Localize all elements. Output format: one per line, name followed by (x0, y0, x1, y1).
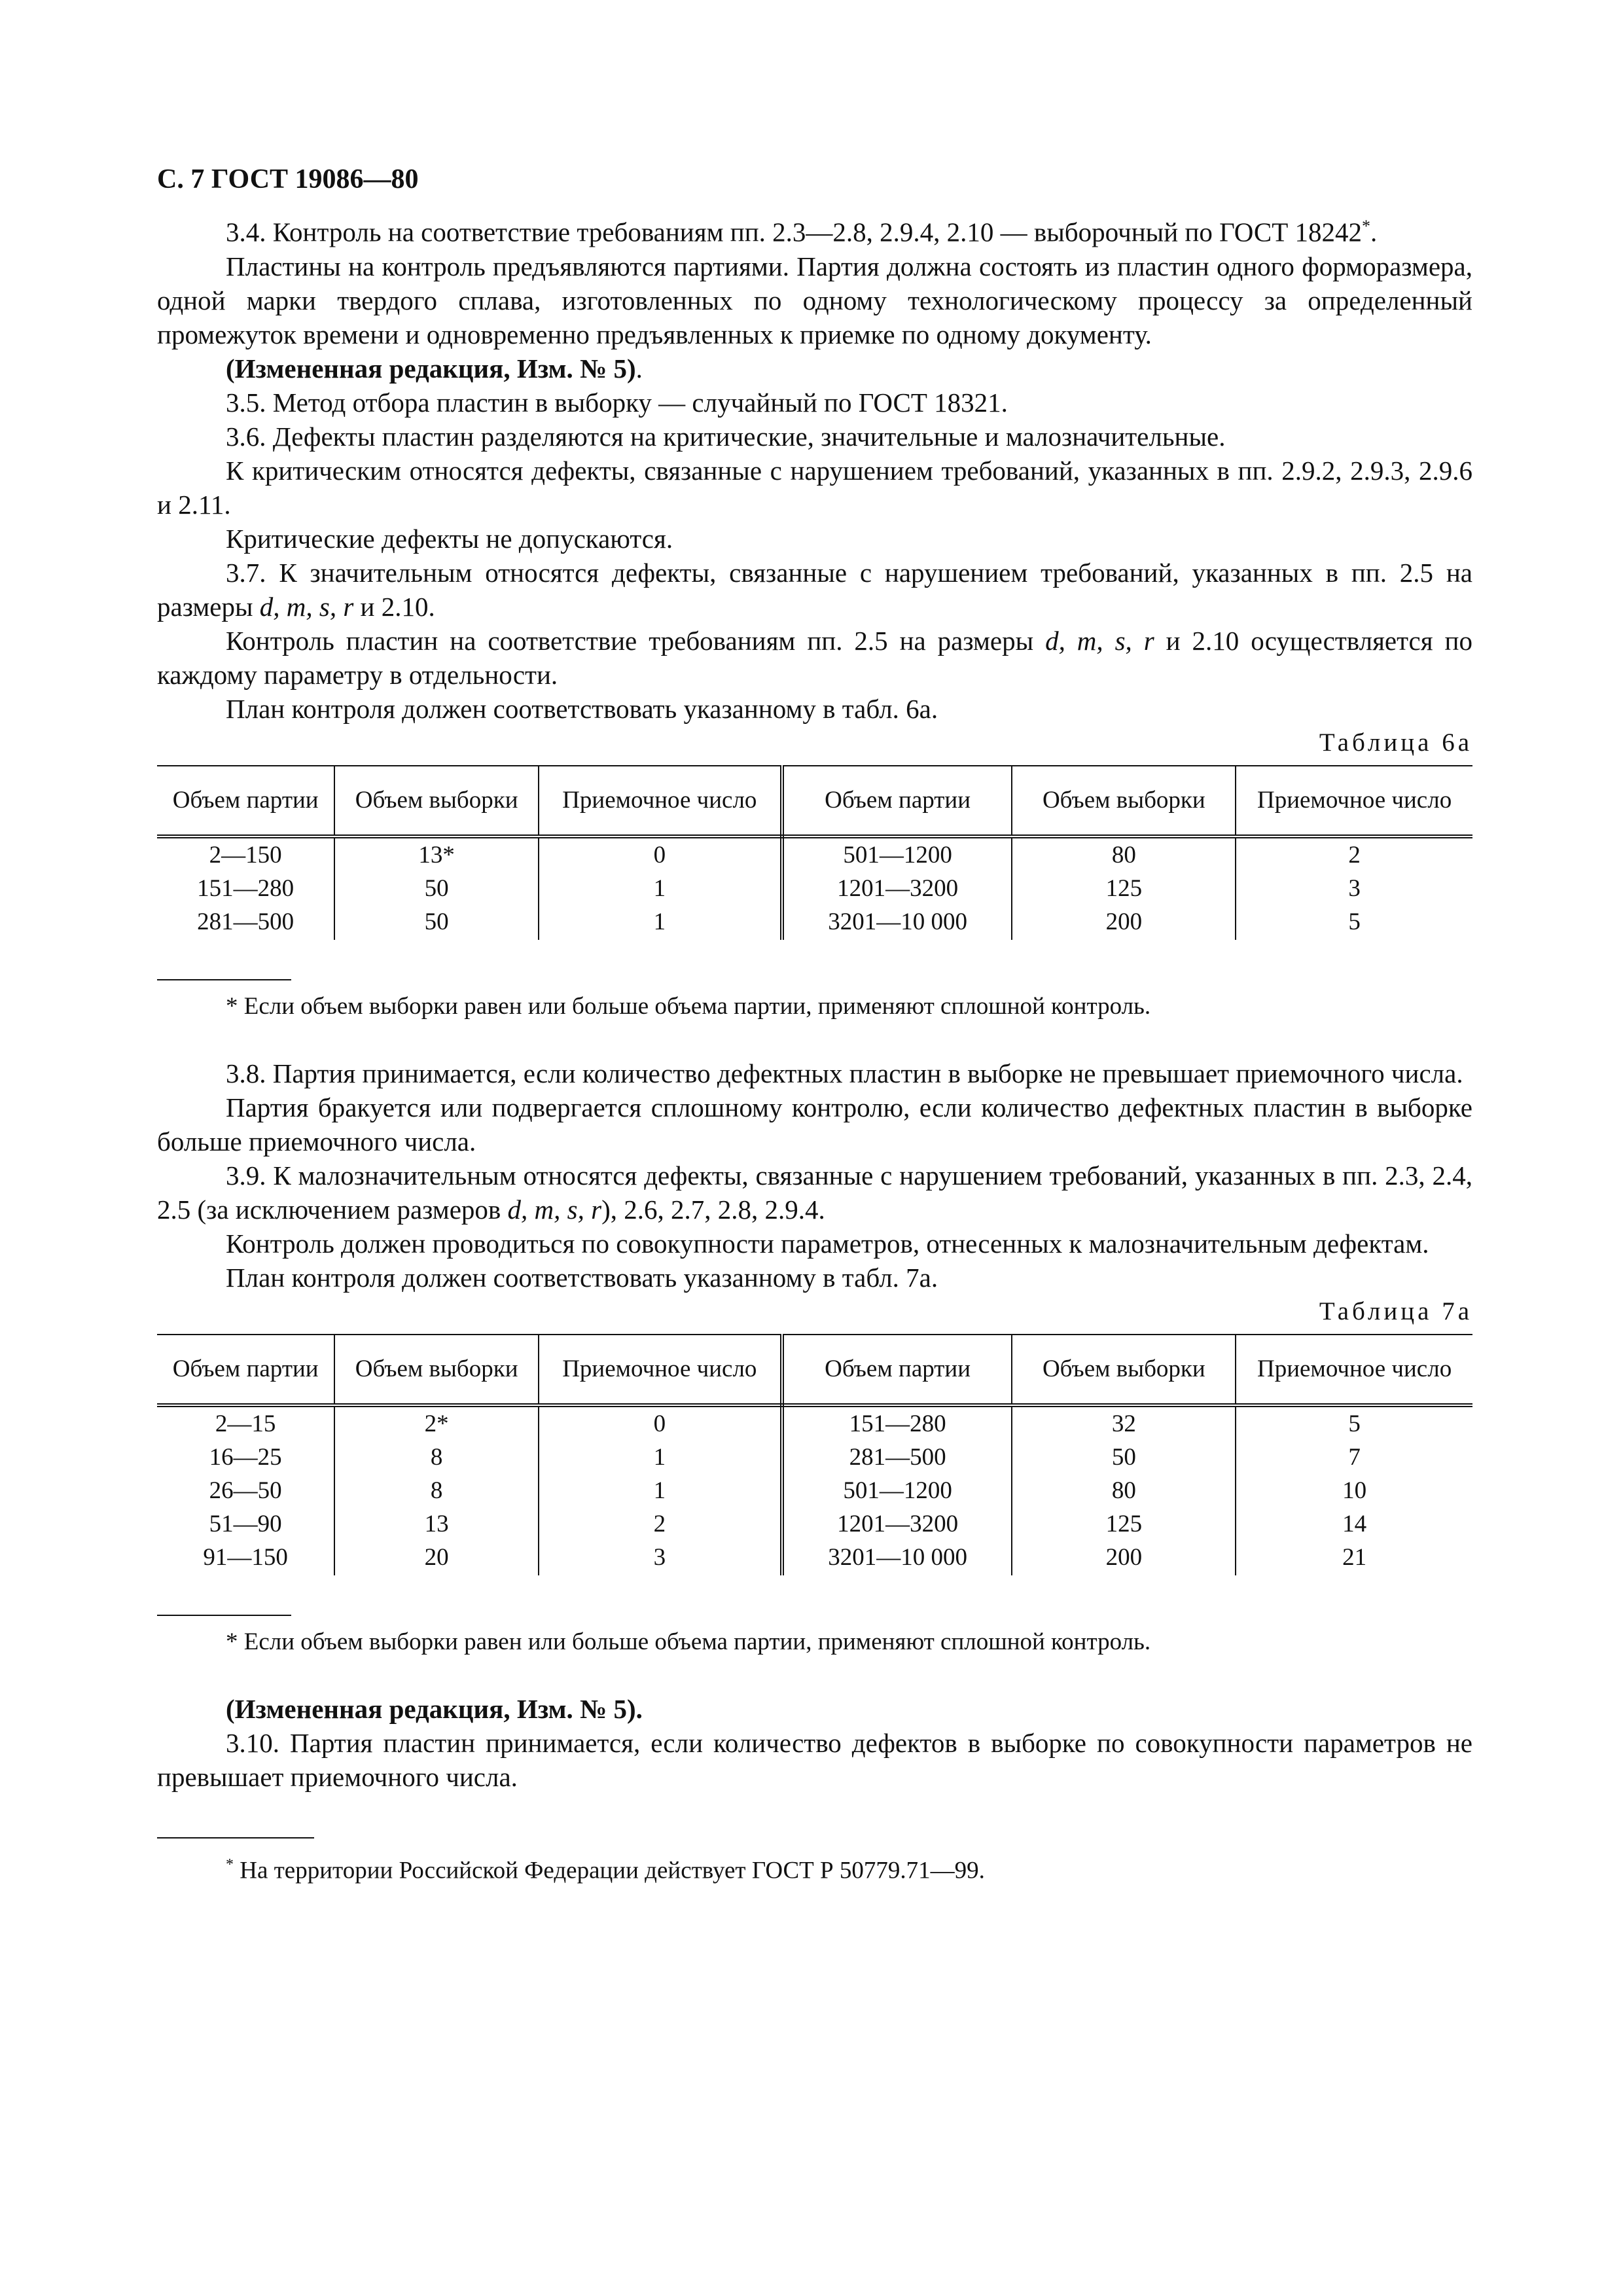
table-cell: 501—1200 (782, 1474, 1012, 1507)
table-row (157, 1507, 1472, 1541)
paragraph-control-end: и 2.10 осуществляется по каждому параметру в отдельности. (157, 625, 1472, 690)
paragraph-critical-not-allowed: Критические дефекты не допускаются. (226, 523, 673, 554)
table-cell: 50 (1012, 1441, 1236, 1474)
table-cell: 1201—3200 (782, 872, 1012, 905)
column-header: Приемочное число (1236, 766, 1472, 836)
table-cell: 5 (1348, 908, 1361, 935)
table-row (157, 836, 1472, 872)
table-cell: 1 (539, 1441, 782, 1474)
column-header: Приемочное число (539, 1335, 782, 1405)
paragraph-control-text: Контроль пластин на соответствие требованиям пп. 2.5 на размеры (226, 625, 1046, 656)
table-cell: 281—500 (157, 905, 334, 940)
table-cell: 50 (334, 872, 539, 905)
table-cell: 13 (334, 1507, 539, 1541)
table-cell: 200 (1012, 1541, 1236, 1575)
footnote-rule (157, 1837, 314, 1839)
table-cell: 3201—10 000 (782, 905, 1012, 940)
table-cell: 3 (539, 1541, 782, 1575)
paragraph-3-9-end: ), 2.6, 2.7, 2.8, 2.9.4. (601, 1194, 825, 1225)
table-cell: 1 (539, 905, 782, 940)
paragraph-3-6: 3.6. Дефекты пластин разделяются на критические, значительные и малозначительные. (226, 421, 1226, 452)
table-cell: 151—280 (157, 872, 334, 905)
table-cell: 80 (1012, 836, 1236, 872)
table-row (157, 872, 1472, 905)
table-cell: 0 (539, 836, 782, 872)
footnote-rule (157, 979, 291, 980)
table-cell: 151—280 (782, 1405, 1012, 1441)
paragraph-3-5: 3.5. Метод отбора пластин в выборку — случайный по ГОСТ 18321. (226, 387, 1008, 418)
paragraph-3-9 (157, 1158, 1472, 1227)
paragraph-3-4-end: . (1370, 217, 1378, 247)
table-cell: 2 (1348, 841, 1361, 869)
column-header: Объем партии (782, 1335, 1012, 1405)
table-cell: 2—15 (157, 1405, 334, 1441)
page-footnote-text: На территории Российской Федерации действует ГОСТ Р 50779.71—99. (234, 1856, 985, 1884)
table-row (157, 1441, 1472, 1474)
table-cell: 3 (1348, 874, 1361, 902)
document-page (157, 164, 1472, 1886)
column-header: Приемочное число (539, 766, 782, 836)
edition-note-end: . (635, 353, 643, 384)
column-header: Приемочное число (1236, 1335, 1472, 1405)
table-row (157, 1474, 1472, 1507)
table-6a-caption: Таблица 6а (1319, 728, 1472, 757)
table-row (157, 905, 1472, 940)
table-cell: 32 (1012, 1405, 1236, 1441)
page-footnote (157, 1849, 1472, 1886)
table-cell: 125 (1012, 872, 1236, 905)
paragraph-critical: К критическим относятся дефекты, связанные с нарушением требований, указанных в пп. 2.9.2, 2.9.3, 2.9.6 и 2.11. (157, 455, 1472, 520)
column-header: Объем выборки (1012, 1335, 1236, 1405)
table-6a-footnote: * Если объем выборки равен или больше объема партии, применяют сплошной контроль. (226, 992, 1151, 1020)
dimension-symbols: d, m, s, r (259, 591, 354, 622)
table-header-row (157, 766, 1472, 836)
page-header: С. 7 ГОСТ 19086—80 (157, 164, 419, 194)
paragraph-rejected: Партия бракуется или подвергается сплошному контролю, если количество дефектных пластин в выборке больше приемочного числа. (157, 1092, 1472, 1157)
column-header: Объем партии (157, 766, 334, 836)
table-row (157, 1405, 1472, 1441)
table-7a (157, 1334, 1472, 1575)
paragraph-plan-7a: План контроля должен соответствовать указанному в табл. 7а. (226, 1262, 938, 1293)
table-cell: 2* (334, 1405, 539, 1441)
footnote-marker: * (1362, 217, 1371, 236)
paragraph-control (157, 624, 1472, 692)
table-cell: 8 (334, 1441, 539, 1474)
table-cell: 281—500 (782, 1441, 1012, 1474)
table-cell: 1 (539, 1474, 782, 1507)
table-cell: 200 (1012, 905, 1236, 940)
table-cell: 91—150 (157, 1541, 334, 1575)
table-7a-caption: Таблица 7а (1319, 1297, 1472, 1325)
table-cell: 2—150 (157, 836, 334, 872)
paragraph-3-10: 3.10. Партия пластин принимается, если количество дефектов в выборке по совокупности параметров не превышает приемочного числа. (157, 1727, 1472, 1792)
paragraph-3-4 (157, 209, 1472, 249)
table-cell: 20 (334, 1541, 539, 1575)
paragraph-plan-6a: План контроля должен соответствовать указанному в табл. 6а. (226, 693, 938, 724)
table-7a-footnote: * Если объем выборки равен или больше объема партии, применяют сплошной контроль. (226, 1628, 1151, 1655)
column-header: Объем выборки (334, 1335, 539, 1405)
paragraph-3-8: 3.8. Партия принимается, если количество дефектных пластин в выборке не превышает приемочного числа. (226, 1058, 1463, 1088)
dimension-symbols: d, m, s, r (507, 1194, 602, 1225)
paragraph-3-7 (157, 556, 1472, 624)
table-6a (157, 765, 1472, 940)
table-cell: 14 (1342, 1510, 1367, 1537)
table-cell: 21 (1342, 1543, 1367, 1571)
column-header: Объем выборки (1012, 766, 1236, 836)
paragraph-3-4-text: 3.4. Контроль на соответствие требованиям пп. 2.3—2.8, 2.9.4, 2.10 — выборочный по ГОСТ 18242 (226, 217, 1363, 247)
column-header: Объем выборки (334, 766, 539, 836)
table-cell: 3201—10 000 (782, 1541, 1012, 1575)
table-cell: 10 (1342, 1477, 1367, 1504)
edition-note (157, 351, 1472, 386)
table-cell: 501—1200 (782, 836, 1012, 872)
column-header: Объем партии (782, 766, 1012, 836)
edition-note-text: (Измененная редакция, Изм. № 5) (226, 353, 636, 384)
edition-note: (Измененная редакция, Изм. № 5). (226, 1693, 643, 1724)
column-header: Объем партии (157, 1335, 334, 1405)
table-cell: 16—25 (157, 1441, 334, 1474)
table-cell: 51—90 (157, 1507, 334, 1541)
table-cell: 1201—3200 (782, 1507, 1012, 1541)
table-cell: 26—50 (157, 1474, 334, 1507)
table-header-row (157, 1335, 1472, 1405)
paragraph-parties: Пластины на контроль предъявляются партиями. Партия должна состоять из пластин одного форморазмера, одной марки твердого сплава, изготовленных по одному технологическому процессу за определенный промежуток времени и одновременно предъявленных к приемке по одному документу. (157, 251, 1472, 350)
table-cell: 1 (539, 872, 782, 905)
table-cell: 80 (1012, 1474, 1236, 1507)
table-cell: 7 (1348, 1443, 1361, 1471)
paragraph-3-7-text: 3.7. К значительным относятся дефекты, связанные с нарушением требований, указанных в пп. 2.5 на размеры (157, 557, 1472, 622)
table-row (157, 1541, 1472, 1575)
table-cell: 0 (539, 1405, 782, 1441)
dimension-symbols: d, m, s, r (1045, 625, 1154, 656)
footnote-rule (157, 1615, 291, 1616)
table-cell: 2 (539, 1507, 782, 1541)
paragraph-3-7-end: и 2.10. (353, 591, 435, 622)
table-cell: 5 (1348, 1410, 1361, 1437)
table-cell: 125 (1012, 1507, 1236, 1541)
table-cell: 13* (334, 836, 539, 872)
table-cell: 8 (334, 1474, 539, 1507)
table-cell: 50 (334, 905, 539, 940)
paragraph-3-9-text: 3.9. К малозначительным относятся дефекты, связанные с нарушением требований, указанных в пп. 2.3, 2.4, 2.5 (за исключением размеров (157, 1160, 1472, 1225)
paragraph-minor-control: Контроль должен проводиться по совокупности параметров, отнесенных к малозначительным дефектам. (226, 1228, 1429, 1259)
footnote-marker: * (226, 1856, 234, 1873)
